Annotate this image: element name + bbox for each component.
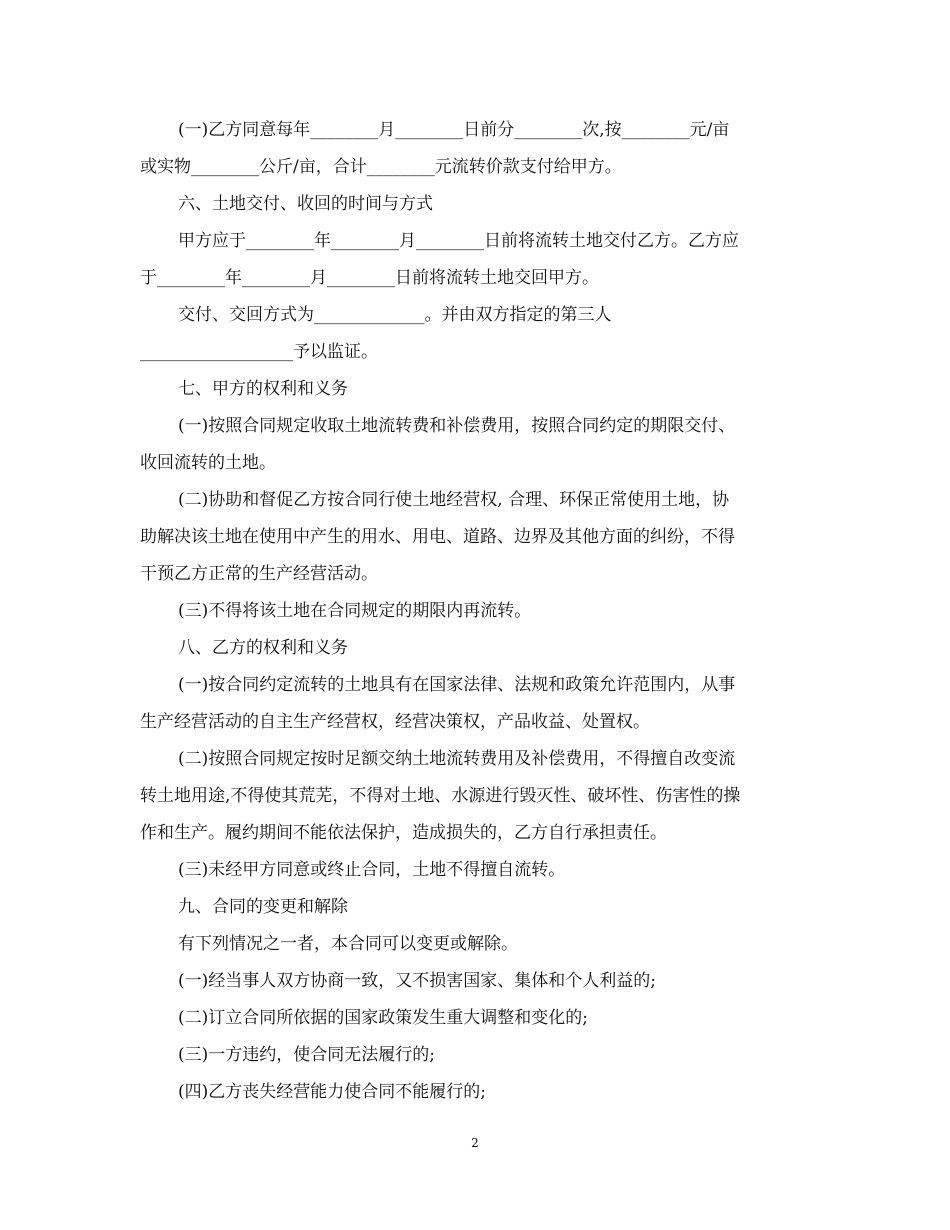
text-line: 七、甲方的权利和义务 <box>178 379 348 399</box>
text-line: 干预乙方正常的生产经营活动。 <box>140 564 378 584</box>
text-line: (四)乙方丧失经营能力使合同不能履行的; <box>178 1082 486 1102</box>
text-line: (二)订立合同所依据的国家政策发生重大调整和变化的; <box>178 1008 588 1028</box>
text-line: (一)按合同约定流转的土地具有在国家法律、法规和政策允许范围内，从事 <box>178 675 736 695</box>
text-line: 转土地用途,不得使其荒芜，不得对土地、水源进行毁灭性、破坏性、伤害性的操 <box>140 786 741 806</box>
text-line: 作和生产。履约期间不能依法保护，造成损失的，乙方自行承担责任。 <box>140 823 667 843</box>
text-line: 甲方应于________年________月________日前将流转土地交付乙方。乙方应 <box>178 231 739 251</box>
text-line: 收回流转的土地。 <box>140 453 276 473</box>
text-line: 六、土地交付、收回的时间与方式 <box>178 194 433 214</box>
text-line: 有下列情况之一者，本合同可以变更或解除。 <box>178 934 518 954</box>
text-line: (一)乙方同意每年________月________日前分________次,按________元/亩 <box>178 120 730 140</box>
text-line: 生产经营活动的自主生产经营权，经营决策权，产品收益、处置权。 <box>140 712 650 732</box>
text-line: (一)经当事人双方协商一致，又不损害国家、集体和个人利益的; <box>178 971 656 991</box>
text-line: 助解决该土地在使用中产生的用水、用电、道路、边界及其他方面的纠纷，不得 <box>140 527 735 547</box>
text-line: __________________予以监证。 <box>140 342 378 362</box>
text-line: 或实物________公斤/亩，合计________元流转价款支付给甲方。 <box>140 157 622 177</box>
text-line: (三)未经甲方同意或终止合同，土地不得擅自流转。 <box>178 860 566 880</box>
text-line: 于________年________月________日前将流转土地交回甲方。 <box>140 268 599 288</box>
text-line: (三)不得将该土地在合同规定的期限内再流转。 <box>178 601 532 621</box>
text-line: 交付、交回方式为_____________。并由双方指定的第三人 <box>178 305 612 325</box>
text-line: (三)一方违约，使合同无法履行的; <box>178 1045 435 1065</box>
text-line: 八、乙方的权利和义务 <box>178 638 348 658</box>
text-line: (二)协助和督促乙方按合同行使土地经营权, 合理、环保正常使用土地，协 <box>178 490 730 510</box>
text-line: (一)按照合同规定收取土地流转费和补偿费用，按照合同约定的期限交付、 <box>178 416 736 436</box>
page-number: 2 <box>471 1136 479 1150</box>
text-line: (二)按照合同规定按时足额交纳土地流转费用及补偿费用，不得擅自改变流 <box>178 749 736 769</box>
document-body <box>140 112 808 1111</box>
text-line: 九、合同的变更和解除 <box>178 897 348 917</box>
